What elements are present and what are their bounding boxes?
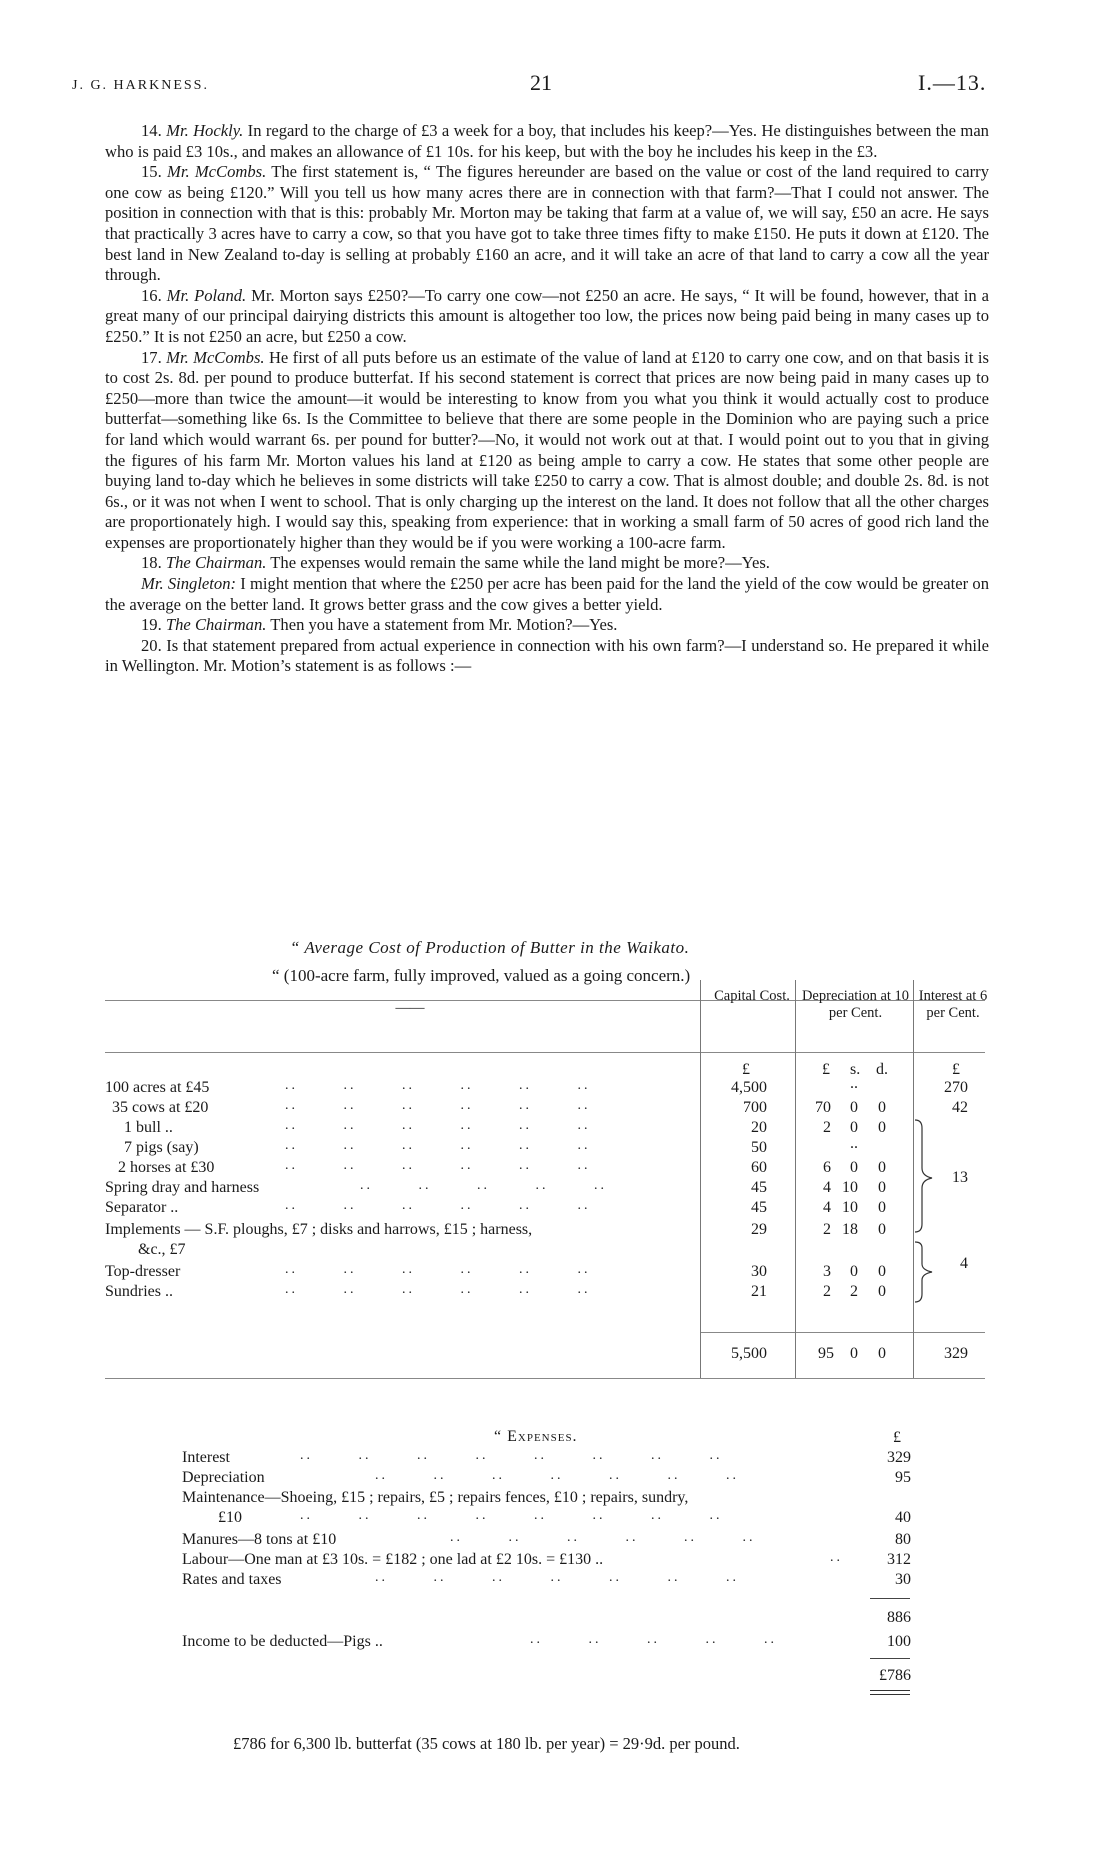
dep-pence: 0 bbox=[878, 1263, 886, 1280]
row-label: 35 cows at £20 bbox=[112, 1099, 209, 1116]
row-label: 7 pigs (say) bbox=[124, 1139, 199, 1156]
capital-cell: 20 bbox=[751, 1119, 767, 1136]
leader-dots: .. .. .. .. .. bbox=[360, 1178, 607, 1193]
leader-dots: .. .. .. .. .. .. bbox=[450, 1530, 756, 1545]
paragraph: 16. Mr. Poland. Mr. Morton says £250?—To carry one cow—not £250 an acre. He says, “ It will be found, however, that in a great many of our principal dairying districts this amount is altogether too low, the prices now being paid being in many cases up to £250.” It is not £250 an acre, but £250 a cow. bbox=[105, 285, 989, 346]
row-label-cont: &c., £7 bbox=[138, 1241, 186, 1258]
col-interest: Interest at 6 per Cent. bbox=[918, 988, 988, 1021]
dep-shillings: 2 bbox=[850, 1283, 858, 1300]
row-label: 1 bull .. bbox=[124, 1119, 173, 1136]
paragraph: 19. The Chairman. Then you have a statement from Mr. Motion?—Yes. bbox=[141, 615, 618, 635]
dep-pence: 0 bbox=[878, 1159, 886, 1176]
leader-dots: .. .. .. .. .. .. bbox=[285, 1138, 591, 1153]
double-rule-2 bbox=[870, 1694, 910, 1695]
table-divider-2 bbox=[795, 980, 796, 1378]
leader-dots: .. .. .. .. .. .. .. bbox=[375, 1468, 739, 1483]
leader-dots: .. .. .. .. .. .. .. .. bbox=[300, 1508, 723, 1523]
header-author: J. G. HARKNESS. bbox=[72, 78, 209, 93]
paragraph: 14. Mr. Hockly. In regard to the charge of £3 a week for a boy, that includes his keep?—Yes. He distinguishes between the man who is paid £3 10s., and makes an allowance of £1 10s. for his keep, but with the boy he includes his keep in the £3. bbox=[105, 121, 989, 161]
leader-dots: .. .. .. .. .. .. .. bbox=[375, 1570, 739, 1585]
table-title: “ Average Cost of Production of Butter in the Waikato. bbox=[290, 938, 690, 957]
row-label: Sundries .. bbox=[105, 1283, 173, 1300]
paragraph: 15. Mr. McCombs. The first statement is, “ The figures hereunder are based on the value or cost of the land required to carry one cow as being £120.” Will you tell us how many acres there are in connection with that farm?—That I could not answer. The position in connection with that is this: probably Mr. Morton may be taking that farm at a value of, we will say, £50 an acre. He says that practically 3 acres have to carry a cow, so that you have got to take three times fifty to make £150. He puts it down at £120. The best land in New Zealand to-day is selling at probably £160 an acre, and it will take an acre of that land to carry a cow all the year through. bbox=[105, 162, 989, 285]
unit-interest: £ bbox=[952, 1061, 960, 1078]
leader-dots: .. .. .. .. .. .. .. .. bbox=[300, 1448, 723, 1463]
table-rule-bottom bbox=[105, 1378, 985, 1379]
expense-value: 312 bbox=[887, 1551, 911, 1568]
expense-value: 95 bbox=[895, 1469, 911, 1486]
dep-pence: 0 bbox=[878, 1099, 886, 1116]
dep-pounds: 2 bbox=[823, 1221, 831, 1238]
table-rule-total bbox=[700, 1332, 985, 1333]
dep-shillings: 10 bbox=[842, 1179, 858, 1196]
unit-pounds: £ bbox=[822, 1061, 830, 1078]
subtotal-rule bbox=[870, 1598, 910, 1599]
dep-pounds: 6 bbox=[823, 1159, 831, 1176]
interest-cell: 4 bbox=[960, 1255, 968, 1272]
table-rule-head bbox=[105, 1052, 985, 1053]
dep-total-pounds: 95 bbox=[818, 1345, 834, 1362]
dep-pence: 0 bbox=[878, 1179, 886, 1196]
capital-cell: 45 bbox=[751, 1199, 767, 1216]
leader-dots: .. .. .. .. .. .. bbox=[285, 1198, 591, 1213]
leader-dots: .. .. .. .. .. bbox=[530, 1632, 777, 1647]
leader-dots: .. .. .. .. .. .. bbox=[285, 1262, 591, 1277]
capital-cell: 29 bbox=[751, 1221, 767, 1238]
table-subtitle: “ (100-acre farm, fully improved, valued as a going concern.) bbox=[272, 966, 691, 985]
expense-label: Rates and taxes bbox=[182, 1571, 282, 1588]
expense-label: Maintenance—Shoeing, £15 ; repairs, £5 ; repairs fences, £10 ; repairs, sundry, bbox=[182, 1489, 689, 1506]
row-label: Spring dray and harness bbox=[105, 1179, 260, 1196]
leader-dots: .. bbox=[830, 1550, 843, 1565]
expenses-title: “ Expenses. bbox=[494, 1428, 578, 1445]
col-capital: Capital Cost. bbox=[714, 988, 790, 1004]
dep-pounds: 2 bbox=[823, 1119, 831, 1136]
leader-dots: .. .. .. .. .. .. bbox=[285, 1098, 591, 1113]
interest-total: 329 bbox=[944, 1345, 968, 1362]
expense-label: Labour—One man at £3 10s. = £182 ; one lad at £2 10s. = £130 .. bbox=[182, 1551, 604, 1568]
bracket-group bbox=[912, 1114, 942, 1314]
leader-dots: .. .. .. .. .. .. bbox=[285, 1078, 591, 1093]
expense-value: 80 bbox=[895, 1531, 911, 1548]
dep-pence: 0 bbox=[878, 1199, 886, 1216]
unit-pence: d. bbox=[876, 1061, 888, 1078]
stub-header: —— bbox=[395, 1000, 425, 1016]
dep-pence: 0 bbox=[878, 1119, 886, 1136]
dep-shillings: 10 bbox=[842, 1199, 858, 1216]
capital-cell: 50 bbox=[751, 1139, 767, 1156]
deduction-value: 100 bbox=[887, 1633, 911, 1650]
paper-reference: I.—13. bbox=[918, 70, 987, 95]
expense-value: 329 bbox=[887, 1449, 911, 1466]
dep-shillings: 0 bbox=[850, 1263, 858, 1280]
capital-cell: 60 bbox=[751, 1159, 767, 1176]
expense-net: £786 bbox=[879, 1667, 911, 1684]
dep-shillings: 0 bbox=[850, 1159, 858, 1176]
dep-pounds: 70 bbox=[815, 1099, 831, 1116]
capital-cell: 45 bbox=[751, 1179, 767, 1196]
leader-dots: .. .. .. .. .. .. bbox=[285, 1158, 591, 1173]
dep-pence: 0 bbox=[878, 1283, 886, 1300]
dep-total-shillings: 0 bbox=[850, 1345, 858, 1362]
expense-label: Interest bbox=[182, 1449, 230, 1466]
paragraph: 17. Mr. McCombs. He first of all puts before us an estimate of the value of land at £120 to carry one cow, and on that basis it is to cost 2s. 8d. per pound to produce butterfat. If his second statement is correct that prices are now being paid in many cases up to £250—more than twice the amount—it would be interesting to know from you what you think it would actually cost to produce butterfat—something like 6s. Is the Committee to believe that there are some people in the Dominion who are paying such a price for land which would warrant 6s. per pound for butter?—No, it would not work out at that. I would point out to you that in giving the figures of his farm Mr. Morton values his land at £120 as being ample to carry a cow. He states that some other people are buying land to-day which he believes in some districts will take £250 to carry a cow. That is almost double; and double 2s. 8d. is not 6s., or it was not when I went to school. That is only charging up the interest on the land. It does not follow that all the other charges are proportionately high. I would say this, speaking from experience: that in working a small farm of 50 acres of good rich land the expenses are proportionately higher than they would be if you were working a 100-acre farm. bbox=[105, 347, 989, 552]
leader-dots: .. .. .. .. .. .. bbox=[285, 1118, 591, 1133]
cost-per-pound-note: £786 for 6,300 lb. butterfat (35 cows at 180 lb. per year) = 29·9d. per pound. bbox=[233, 1734, 740, 1753]
col-depreciation: Depreciation at 10 per Cent. bbox=[801, 988, 910, 1021]
table-divider-1 bbox=[700, 980, 701, 1378]
capital-cell: 700 bbox=[743, 1099, 767, 1116]
dep-pounds: 4 bbox=[823, 1199, 831, 1216]
testimony-text bbox=[105, 121, 989, 677]
dep-shillings: 0 bbox=[850, 1119, 858, 1136]
dep-shillings: .. bbox=[850, 1135, 858, 1152]
leader-dots: .. .. .. .. .. .. bbox=[285, 1282, 591, 1297]
dep-shillings: 0 bbox=[850, 1099, 858, 1116]
expenses-unit: £ bbox=[893, 1429, 901, 1446]
expense-subtotal: 886 bbox=[887, 1609, 911, 1626]
capital-cell: 4,500 bbox=[731, 1079, 767, 1096]
unit-capital: £ bbox=[742, 1061, 750, 1078]
paragraph: Mr. Singleton: I might mention that where the £250 per acre has been paid for the land the yield of the cow would be greater on the average on the better land. It grows better grass and the cow gives a better yield. bbox=[105, 574, 989, 614]
capital-cell: 21 bbox=[751, 1283, 767, 1300]
dep-pence: 0 bbox=[878, 1221, 886, 1238]
dep-pounds: 4 bbox=[823, 1179, 831, 1196]
row-label: 2 horses at £30 bbox=[118, 1159, 215, 1176]
interest-cell: 270 bbox=[944, 1079, 968, 1096]
dep-shillings: 18 bbox=[842, 1221, 858, 1238]
interest-cell: 42 bbox=[952, 1099, 968, 1116]
deduction-label: Income to be deducted—Pigs .. bbox=[182, 1633, 383, 1650]
dep-pounds: 3 bbox=[823, 1263, 831, 1280]
capital-cell: 30 bbox=[751, 1263, 767, 1280]
row-label: Implements — S.F. ploughs, £7 ; disks and harrows, £15 ; harness, bbox=[105, 1221, 533, 1238]
row-label: Separator .. bbox=[105, 1199, 179, 1216]
dep-pounds: 2 bbox=[823, 1283, 831, 1300]
interest-cell: 13 bbox=[952, 1169, 968, 1186]
dep-total-pence: 0 bbox=[878, 1345, 886, 1362]
dep-shillings: .. bbox=[850, 1075, 858, 1092]
expense-label-cont: £10 bbox=[218, 1509, 242, 1526]
row-label: Top-dresser bbox=[105, 1263, 181, 1280]
double-rule-1 bbox=[870, 1690, 910, 1691]
expense-value: 40 bbox=[895, 1509, 911, 1526]
expense-value: 30 bbox=[895, 1571, 911, 1588]
paragraph: 20. Is that statement prepared from actual experience in connection with his own farm?—I understand so. He prepared it while in Wellington. Mr. Motion’s statement is as follows :— bbox=[105, 635, 989, 676]
page-number: 21 bbox=[530, 70, 552, 95]
expense-label: Manures—8 tons at £10 bbox=[182, 1531, 337, 1548]
paragraph: 18. The Chairman. The expenses would remain the same while the land might be more?—Yes. bbox=[141, 553, 770, 573]
unit-shillings: s. bbox=[850, 1061, 861, 1078]
expense-label: Depreciation bbox=[182, 1469, 265, 1486]
row-label: 100 acres at £45 bbox=[105, 1079, 210, 1096]
net-rule bbox=[870, 1658, 910, 1659]
capital-total: 5,500 bbox=[731, 1345, 767, 1362]
